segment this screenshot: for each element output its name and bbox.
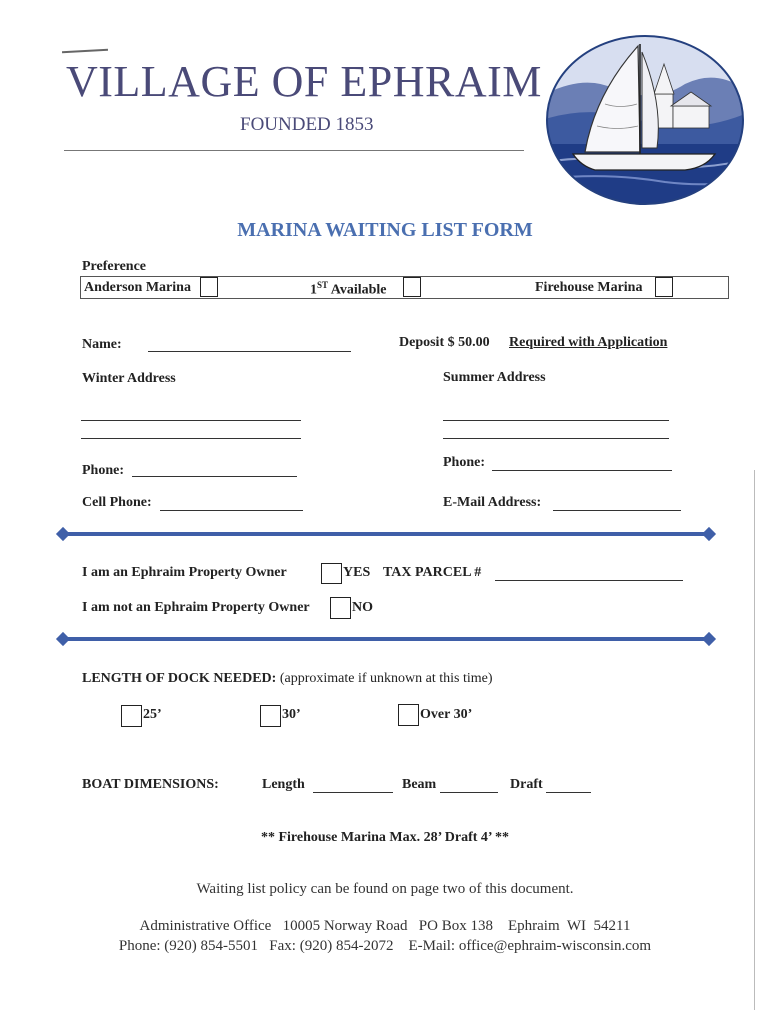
owner-no-checkbox[interactable] [330,597,351,619]
winter-address-line-1[interactable] [81,420,301,421]
summer-address-line-1[interactable] [443,420,669,421]
form-title: MARINA WAITING LIST FORM [237,219,533,241]
policy-note: Waiting list policy can be found on page two of this document. [196,881,574,897]
deposit-required-note: Required with Application [509,335,668,350]
dock-over-30-checkbox[interactable] [398,704,419,726]
page-edge [754,470,755,1010]
yes-label: YES [343,565,371,580]
village-title: VILLAGE OF EPHRAIM [66,57,542,106]
option-first-available-label: 1ST Available [310,280,387,298]
tax-parcel-label: TAX PARCEL # [383,565,482,580]
divider-diamond-right-1 [702,527,716,541]
owner-yes-checkbox[interactable] [321,563,342,584]
beam-field[interactable] [440,792,498,793]
winter-phone-label: Phone: [82,463,124,478]
winter-phone-field[interactable] [132,476,297,477]
firehouse-max-note: ** Firehouse Marina Max. 28’ Draft 4’ ** [260,830,510,845]
office-address: Administrative Office 10005 Norway Road PO Box 138 Ephraim WI 54211 [139,918,631,934]
header-rule [64,150,524,151]
winter-address-line-2[interactable] [81,438,301,439]
name-label: Name: [82,337,122,352]
tax-parcel-field[interactable] [495,580,683,581]
name-field[interactable] [148,351,351,352]
first-available-checkbox[interactable] [403,277,421,297]
office-contact: Phone: (920) 854-5501 Fax: (920) 854-2072 E-Mail: office@ephraim-wisconsin.com [118,938,652,954]
dock-length-note: (approximate if unknown at this time) [279,671,493,686]
no-label: NO [352,600,373,615]
dock-30-checkbox[interactable] [260,705,281,727]
summer-address-label: Summer Address [443,370,546,385]
divider-diamond-left-2 [56,632,70,646]
section-divider-2 [62,637,712,641]
email-field[interactable] [553,510,681,511]
length-field[interactable] [313,792,393,793]
not-property-owner-label: I am not an Ephraim Property Owner [82,600,310,615]
cell-phone-field[interactable] [160,510,303,511]
preference-label: Preference [82,259,146,274]
sailboat-seal-logo [545,34,745,206]
dock-over-30-label: Over 30’ [420,707,473,722]
length-label: Length [262,777,305,792]
property-owner-label: I am an Ephraim Property Owner [82,565,287,580]
divider-diamond-right-2 [702,632,716,646]
deposit-label: Deposit $ 50.00 [399,335,490,350]
section-divider-1 [62,532,712,536]
dock-30-label: 30’ [282,707,301,722]
dock-25-checkbox[interactable] [121,705,142,727]
beam-label: Beam [402,777,437,792]
divider-diamond-left-1 [56,527,70,541]
dock-length-row [82,671,493,687]
summer-phone-field[interactable] [492,470,672,471]
anderson-marina-checkbox[interactable] [200,277,218,297]
option-anderson-label: Anderson Marina [84,280,191,295]
header-dash [62,49,108,53]
summer-address-line-2[interactable] [443,438,669,439]
cell-phone-label: Cell Phone: [82,495,152,510]
draft-field[interactable] [546,792,591,793]
dock-length-label: LENGTH OF DOCK NEEDED: [82,671,277,686]
summer-phone-label: Phone: [443,455,485,470]
dock-25-label: 25’ [143,707,162,722]
boat-dimensions-label: BOAT DIMENSIONS: [82,777,219,792]
founded-subtitle: FOUNDED 1853 [240,114,374,135]
firehouse-marina-checkbox[interactable] [655,277,673,297]
winter-address-label: Winter Address [82,371,176,386]
email-label: E-Mail Address: [443,495,542,510]
draft-label: Draft [510,777,543,792]
option-firehouse-label: Firehouse Marina [535,280,643,295]
